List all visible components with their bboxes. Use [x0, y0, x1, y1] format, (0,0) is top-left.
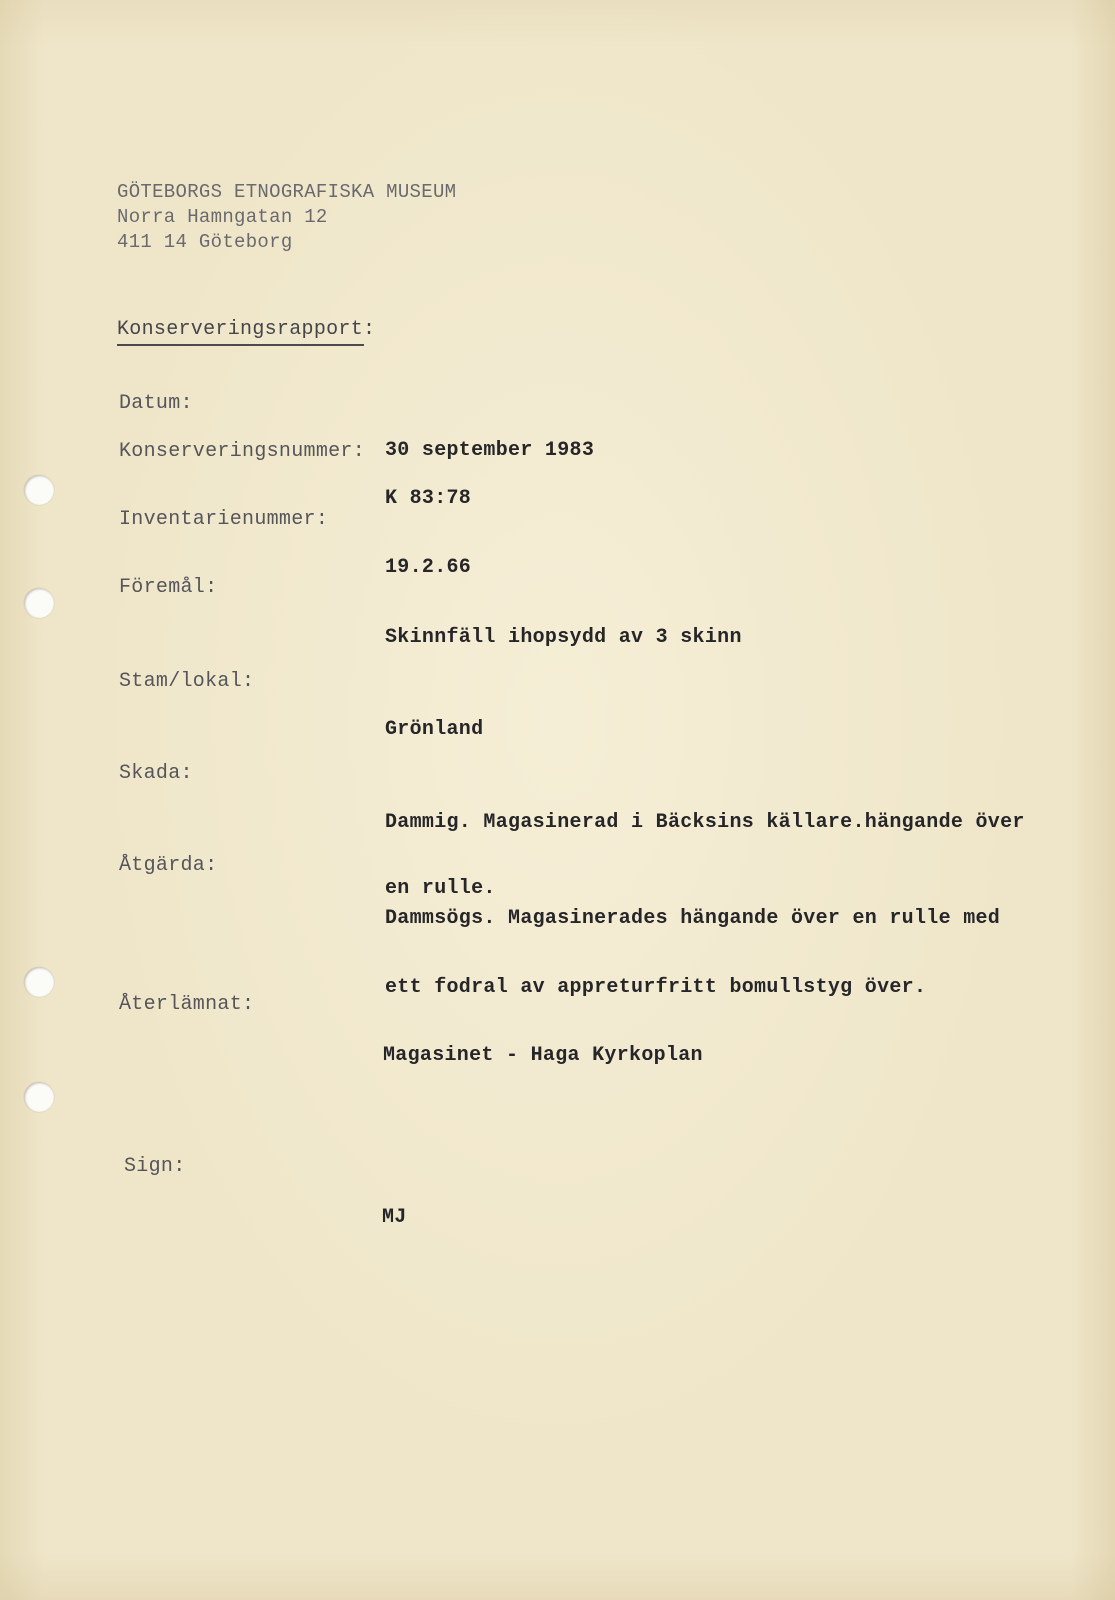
field-label: Åtgärda:	[119, 854, 218, 877]
value-line: 19.2.66	[385, 556, 472, 579]
report-title: Konserveringsrapport:	[117, 318, 376, 341]
field-label: Skada:	[119, 762, 193, 785]
punch-hole	[24, 475, 54, 505]
field-label: Sign:	[124, 1155, 186, 1178]
institution-name: GÖTEBORGS ETNOGRAFISKA MUSEUM	[117, 181, 457, 203]
value-line: K 83:78	[385, 487, 472, 510]
field-value	[383, 998, 703, 1113]
value-line: en rulle.	[385, 877, 496, 900]
value-line: Dammsögs. Magasinerades hängande över en rulle med	[385, 907, 1001, 930]
field-label: Datum:	[119, 392, 193, 415]
field-label: Konserveringsnummer:	[119, 440, 366, 463]
punch-hole	[24, 967, 54, 997]
value-line: Grönland	[385, 718, 484, 741]
punch-hole	[24, 588, 54, 618]
field-label: Föremål:	[119, 576, 218, 599]
field-value	[382, 1160, 456, 1275]
value-line: Dammig. Magasinerad i Bäcksins källare.hängande över	[385, 811, 1025, 834]
street-address: Norra Hamngatan 12	[117, 206, 328, 228]
value-line: 30 september 1983	[385, 439, 595, 462]
value-line: Skinnfäll ihopsydd av 3 skinn	[385, 626, 742, 649]
field-label: Inventarienummer:	[119, 508, 329, 531]
value-line: ett fodral av appreturfritt bomullstyg över.	[385, 976, 927, 999]
value-line: MJ	[382, 1206, 407, 1229]
punch-hole	[24, 1082, 54, 1112]
postal-address: 411 14 Göteborg	[117, 231, 293, 253]
title-underline	[117, 344, 364, 346]
field-label: Återlämnat:	[119, 993, 255, 1016]
value-line: Magasinet - Haga Kyrkoplan	[383, 1044, 703, 1067]
field-label: Stam/lokal:	[119, 670, 255, 693]
